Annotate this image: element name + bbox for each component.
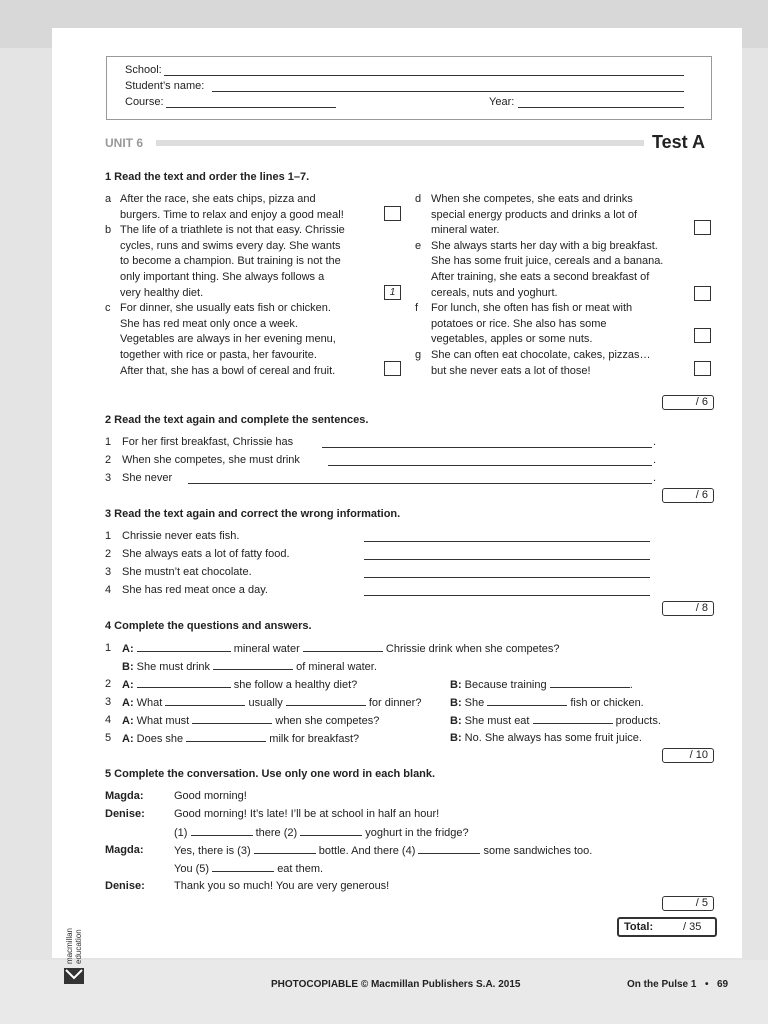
ex1-c-line: For dinner, she usually eats fish or chicken.: [120, 302, 331, 315]
ex1-c-line: together with rice or pasta, her favourite.: [120, 349, 317, 361]
ex4-row-number: 2: [105, 678, 112, 690]
year-field[interactable]: [518, 107, 684, 108]
ex2-period: .: [653, 436, 657, 448]
ex3-item-text: She always eats a lot of fatty food.: [122, 548, 290, 560]
ex1-g-line: She can often eat chocolate, cakes, pizzas…: [431, 349, 651, 361]
brand-macmillan: macmillan: [65, 927, 74, 964]
ex1-letter-f: f: [415, 302, 419, 315]
ex1-g-line: but she never eats a lot of those!: [431, 364, 591, 377]
ex2-answer-line[interactable]: [328, 465, 652, 466]
ex1-f-line: potatoes or rice. She also has some: [431, 317, 607, 330]
ex2-item-text: When she competes, she must drink: [122, 454, 300, 466]
ex4-row-text: A: she follow a healthy diet?: [122, 679, 358, 691]
ex4-blank[interactable]: [213, 659, 293, 670]
ex2-item-text: For her first breakfast, Chrissie has: [122, 436, 294, 448]
ex4-row-answer: B: She fish or chicken.: [450, 697, 644, 709]
ex1-d-line: When she competes, she eats and drinks: [431, 193, 633, 205]
ex1-d-line: mineral water.: [431, 224, 500, 237]
ex1-f-answer-box[interactable]: [694, 328, 711, 343]
ex1-e-line: She always starts her day with a big breakfast.: [431, 239, 658, 252]
ex5-blank[interactable]: [300, 825, 362, 836]
ex3-item-text: She has red meat once a day.: [122, 584, 268, 596]
ex2-item-number: 2: [105, 454, 112, 466]
ex5-line: You (5) eat them.: [174, 863, 324, 875]
ex4-row-text: B: She must drink of mineral water.: [122, 661, 377, 673]
student-name-label: Student’s name:: [125, 80, 205, 92]
ex2-item-number: 3: [105, 472, 112, 484]
ex3-score-box: / 8: [662, 601, 714, 616]
macmillan-logo: [62, 918, 86, 986]
ex5-speaker: Denise:: [105, 808, 145, 820]
ex1-f-line: vegetables, apples or some nuts.: [431, 333, 593, 346]
ex3-answer-line[interactable]: [364, 559, 650, 560]
school-field[interactable]: [164, 75, 684, 76]
ex2-period: .: [653, 472, 657, 484]
ex2-answer-line[interactable]: [322, 447, 652, 448]
ex1-e-answer-box[interactable]: [694, 286, 711, 301]
ex3-item-number: 3: [105, 566, 112, 578]
ex4-blank[interactable]: [533, 713, 613, 724]
total-score: / 35: [683, 921, 702, 933]
ex4-row-number: 4: [105, 714, 112, 726]
ex4-blank[interactable]: [192, 713, 272, 724]
ex5-title: 5 Complete the conversation. Use only one word in each blank.: [105, 768, 436, 780]
ex4-row-number: 3: [105, 696, 112, 708]
ex5-line: Good morning!: [174, 790, 247, 802]
ex3-item-text: She mustn’t eat chocolate.: [122, 566, 252, 578]
unit-bar: [156, 140, 644, 146]
ex4-row-answer: B: She must eat products.: [450, 715, 661, 727]
ex1-c-line: After that, she has a bowl of cereal and fruit.: [120, 364, 336, 377]
ex1-letter-c: c: [105, 302, 111, 315]
ex1-a-answer-box[interactable]: [384, 206, 401, 221]
course-label: Course:: [125, 96, 164, 108]
ex1-b-line: only important thing. She always follows a: [120, 271, 325, 283]
test-title: Test A: [652, 132, 706, 152]
ex5-line: Good morning! It’s late! I’ll be at school in half an hour!: [174, 808, 440, 820]
footer-copyright: PHOTOCOPIABLE © Macmillan Publishers S.A. 2015: [271, 979, 521, 990]
ex4-row-number: 1: [105, 642, 112, 654]
ex4-title: 4 Complete the questions and answers.: [105, 620, 312, 632]
ex1-b-line: to become a champion. But training is not the: [120, 255, 341, 268]
ex5-blank[interactable]: [212, 861, 274, 872]
ex5-blank[interactable]: [254, 843, 316, 854]
school-label: School:: [125, 64, 162, 76]
ex5-speaker: Magda:: [105, 844, 144, 856]
ex4-row-text: A: What must when she competes?: [122, 715, 380, 727]
ex3-answer-line[interactable]: [364, 577, 650, 578]
ex4-blank[interactable]: [303, 641, 383, 652]
ex1-b-line: The life of a triathlete is not that easy. Chrissie: [120, 224, 345, 237]
ex3-item-number: 2: [105, 548, 112, 560]
worksheet-page: [52, 28, 742, 958]
ex5-line: Thank you so much! You are very generous!: [174, 880, 390, 892]
ex1-b-answer-box[interactable]: 1: [384, 285, 401, 300]
ex4-row-answer: B: No. She always has some fruit juice.: [450, 732, 642, 744]
ex5-line: Yes, there is (3) bottle. And there (4) some sandwiches too.: [174, 845, 593, 857]
ex1-letter-d: d: [415, 193, 422, 205]
ex4-row-text: A: What usually for dinner?: [122, 697, 422, 709]
ex2-score-box: / 6: [662, 488, 714, 503]
ex3-item-number: 1: [105, 530, 112, 542]
course-field[interactable]: [166, 107, 336, 108]
ex1-f-line: For lunch, she often has fish or meat with: [431, 302, 633, 315]
ex4-blank[interactable]: [286, 695, 366, 706]
ex1-e-line: cereals, nuts and yoghurt.: [431, 286, 558, 299]
ex2-item-text: She never: [122, 472, 173, 484]
ex1-letter-e: e: [415, 239, 422, 252]
ex1-e-line: She has some fruit juice, cereals and a banana.: [431, 255, 664, 268]
ex1-c-line: Vegetables are always in her evening menu,: [120, 333, 336, 346]
brand-education: education: [74, 929, 83, 964]
total-box: [617, 917, 717, 937]
ex4-row-text: A: Does she milk for breakfast?: [122, 733, 360, 745]
ex1-score-box: / 6: [662, 395, 714, 410]
ex4-blank[interactable]: [137, 641, 231, 652]
ex1-a-line: burgers. Time to relax and enjoy a good meal!: [120, 208, 344, 221]
ex2-period: .: [653, 454, 657, 466]
ex4-blank[interactable]: [487, 695, 567, 706]
ex5-speaker: Denise:: [105, 880, 145, 892]
ex2-title: 2 Read the text again and complete the sentences.: [105, 414, 369, 426]
ex2-answer-line[interactable]: [188, 483, 652, 484]
ex1-a-line: After the race, she eats chips, pizza and: [120, 193, 316, 205]
ex4-blank[interactable]: [550, 677, 630, 688]
ex1-d-line: special energy products and drinks a lot of: [431, 208, 638, 221]
ex1-letter-g: g: [415, 349, 422, 361]
ex3-title: 3 Read the text again and correct the wrong information.: [105, 508, 401, 520]
ex1-g-answer-box[interactable]: [694, 361, 711, 376]
ex4-score-box: / 10: [662, 748, 714, 763]
ex1-e-line: After training, she eats a second breakfast of: [431, 271, 650, 283]
ex1-b-line: very healthy diet.: [120, 286, 204, 299]
student-name-field[interactable]: [212, 91, 684, 92]
ex5-line: (1) there (2) yoghurt in the fridge?: [174, 827, 469, 839]
ex3-answer-line[interactable]: [364, 541, 650, 542]
ex2-item-number: 1: [105, 436, 112, 448]
unit-label: UNIT 6: [105, 136, 144, 150]
ex5-blank[interactable]: [418, 843, 480, 854]
ex1-c-answer-box[interactable]: [384, 361, 401, 376]
ex1-b-line: cycles, runs and swims every day. She wants: [120, 239, 341, 252]
ex1-letter-b: b: [105, 224, 112, 237]
ex5-blank[interactable]: [191, 825, 253, 836]
ex1-c-line: She has red meat only once a week.: [120, 317, 298, 330]
ex3-item-text: Chrissie never eats fish.: [122, 530, 240, 542]
ex4-row-answer: B: Because training .: [450, 679, 633, 691]
footer-page-number: 69: [717, 979, 729, 990]
ex4-row-number: 5: [105, 732, 112, 744]
ex4-blank[interactable]: [137, 677, 231, 688]
year-label: Year:: [489, 96, 515, 108]
ex1-d-answer-box[interactable]: [694, 220, 711, 235]
total-label: Total:: [624, 921, 654, 933]
ex3-item-number: 4: [105, 584, 112, 596]
ex5-speaker: Magda:: [105, 790, 144, 802]
ex4-blank[interactable]: [186, 731, 266, 742]
ex5-score-box: / 5: [662, 896, 714, 911]
footer-bullet: •: [705, 979, 709, 990]
ex1-title: 1 Read the text and order the lines 1–7.: [105, 171, 310, 183]
ex4-row-text: A: mineral water Chrissie drink when she competes?: [122, 643, 560, 655]
ex4-blank[interactable]: [165, 695, 245, 706]
footer-book-title: On the Pulse 1: [627, 979, 697, 990]
ex1-letter-a: a: [105, 193, 112, 205]
ex3-answer-line[interactable]: [364, 595, 650, 596]
